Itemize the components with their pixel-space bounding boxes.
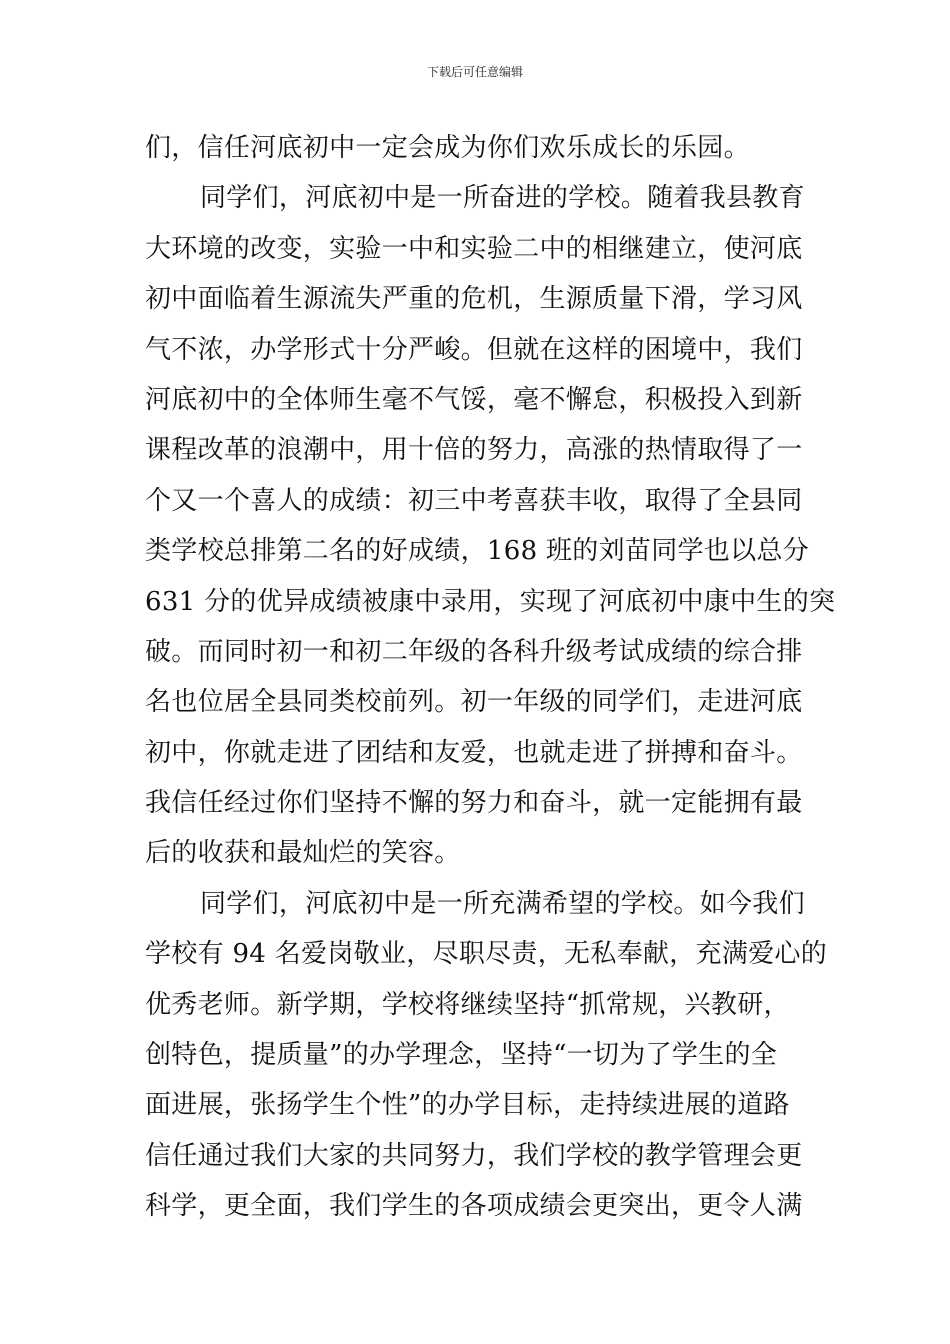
page-header: 下载后可任意编辑 [426,65,523,79]
text-line: 河底初中的全体师生毫不气馁，毫不懈怠，积极投入到新 [145,384,803,415]
text-line: 面进展，张扬学生个性”的办学目标，走持续进展的道路 [145,1090,790,1121]
text-line: 初中，你就走进了团结和友爱，也就走进了拼搏和奋斗。 [145,737,803,768]
document-body [145,123,836,1232]
text-line: 课程改革的浪潮中，用十倍的努力，高涨的热情取得了一 [145,435,803,466]
paragraph-start-line: 同学们，河底初中是一所奋进的学校。随着我县教育 [200,183,805,214]
text-line: 们，信任河底初中一定会成为你们欢乐成长的乐园。 [145,133,750,163]
text-line: 个又一个喜人的成绩：初三中考喜获丰收，取得了全县同 [145,485,803,516]
text-line: 学校有 94 名爱岗敬业，尽职尽责，无私奉献，充满爱心的 [145,939,828,970]
text-line: 气不浓，办学形式十分严峻。但就在这样的困境中，我们 [145,334,803,365]
text-line: 后的收获和最灿烂的笑容。 [145,838,461,869]
text-line: 信任通过我们大家的共同努力，我们学校的教学管理会更 [145,1140,803,1171]
text-line: 大环境的改变，实验一中和实验二中的相继建立，使河底 [145,233,803,264]
text-line: 类学校总排第二名的好成绩，168 班的刘苗同学也以总分 [145,536,809,567]
text-line: 631 分的优异成绩被康中录用，实现了河底初中康中生的突 [145,586,836,617]
text-line: 初中面临着生源流失严重的危机，生源质量下滑，学习风 [145,284,803,315]
text-line: 优秀老师。新学期，学校将继续坚持“抓常规，兴教研， [145,989,790,1020]
text-line: 创特色，提质量”的办学理念，坚持“一切为了学生的全 [145,1040,778,1071]
text-line: 我信任经过你们坚持不懈的努力和奋斗，就一定能拥有最 [145,788,803,819]
text-line: 名也位居全县同类校前列。初一年级的同学们，走进河底 [145,687,803,718]
paragraph-start-line: 同学们，河底初中是一所充满希望的学校。如今我们 [200,888,805,919]
text-line: 破。而同时初一和初二年级的各科升级考试成绩的综合排 [145,636,803,667]
text-line: 科学，更全面，我们学生的各项成绩会更突出，更令人满 [145,1191,803,1222]
